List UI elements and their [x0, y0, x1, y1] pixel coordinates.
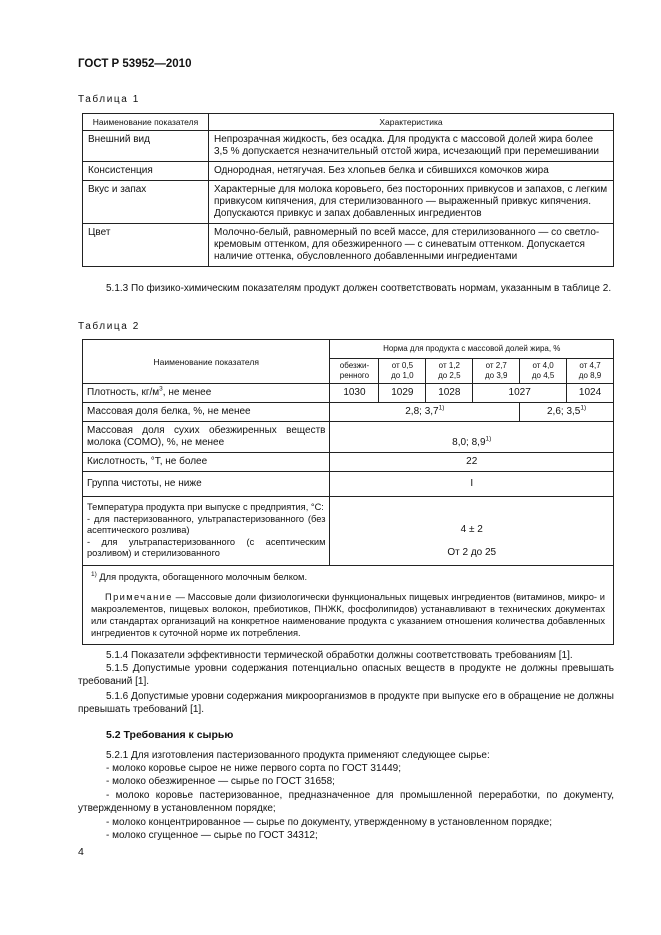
- density-v3: 1028: [426, 384, 473, 403]
- table2-header-norm: Норма для продукта с массовой долей жира, %: [330, 340, 614, 359]
- table-row: [83, 224, 614, 267]
- purity-label: Группа чистоты, не ниже: [83, 472, 330, 497]
- section-5-2-heading: 5.2 Требования к сырью: [106, 729, 234, 741]
- table-row: [83, 453, 614, 472]
- page-number: 4: [78, 846, 84, 858]
- list-item: - молоко сгущенное — сырье по ГОСТ 34312;: [106, 830, 318, 841]
- table2: [82, 339, 614, 645]
- table-row: [83, 384, 614, 403]
- temp-values: 4 ± 2 От 2 до 25: [330, 497, 614, 566]
- paragraph-5-2-1: 5.2.1 Для изготовления пастеризованного продукта применяют следующее сырье:: [106, 750, 490, 761]
- table2-caption: Таблица 2: [78, 321, 140, 332]
- subheader-skimmed: обезжи- ренного: [330, 359, 379, 384]
- somo-label: Массовая доля сухих обезжиренных веществ молока (СОМО), %, не менее: [83, 422, 330, 453]
- row-value: Характерные для молока коровьего, без посторонних привкусов и запахов, с легким привкусом кипячения, для стерилизованного — выраженный привкус кипячения. Допускаются привкус и запах добавленных ингредиентов: [209, 181, 614, 224]
- table-row: [83, 162, 614, 181]
- protein-v2: 2,6; 3,5$^{1)}$: [520, 403, 614, 422]
- table-row: [83, 472, 614, 497]
- table1-header-char: Характеристика: [209, 114, 614, 131]
- subheader-2-7: от 2,7 до 3,9: [473, 359, 520, 384]
- paragraph-5-1-5: 5.1.5 Допустимые уровни содержания потенциально опасных веществ в продукте не должны превышать требований [1].: [78, 663, 614, 687]
- subheader-1-2: от 1,2 до 2,5: [426, 359, 473, 384]
- subheader-4-0: от 4,0 до 4,5: [520, 359, 567, 384]
- density-v5: 1024: [567, 384, 614, 403]
- footnote: $^{1)}$ Для продукта, обогащенного молочным белком.: [91, 570, 308, 582]
- protein-v1: 2,8; 3,7$^{1)}$: [330, 403, 520, 422]
- table-row: [83, 422, 614, 453]
- table2-notes: [83, 565, 614, 644]
- acidity-label: Кислотность, °Т, не более: [83, 453, 330, 472]
- protein-label: Массовая доля белка, %, не менее: [83, 403, 330, 422]
- temp-label: Температура продукта при выпуске с предприятия, °С: - для пастеризованного, ультрапастеризованного (без асептического розлива) - для ультрапастеризованного (с асептическим розливом) и стерилизованного: [83, 497, 330, 566]
- table1-caption: Таблица 1: [78, 94, 140, 105]
- row-name: Вкус и запах: [83, 181, 209, 224]
- table1: [82, 113, 614, 267]
- list-item: - молоко концентрированное — сырье по документу, утвержденному в установленном порядке;: [106, 817, 552, 828]
- list-item: - молоко коровье сырое не ниже первого сорта по ГОСТ 31449;: [106, 763, 401, 774]
- acidity-value: 22: [330, 453, 614, 472]
- table1-header-name: Наименование показателя: [83, 114, 209, 131]
- density-v4: 1027: [473, 384, 567, 403]
- list-item: - молоко обезжиренное — сырье по ГОСТ 31658;: [106, 776, 335, 787]
- table-row: [83, 497, 614, 566]
- density-v2: 1029: [379, 384, 426, 403]
- table2-note: Примечание — Массовые доли физиологически функциональных пищевых ингредиентов (витаминов, микро- и макроэлементов, пищевых волокон, пребиотиков, ПНЖК, фосфолипидов) устанавливают в технических документах или стандартах организаций на конкретное наименование продукта с указанием отношения количества добавленных ингредиентов к суточной норме их потребления.: [91, 591, 605, 638]
- subheader-4-7: от 4,7 до 8,9: [567, 359, 614, 384]
- paragraph-5-1-4: 5.1.4 Показатели эффективности термической обработки должны соответствовать требованиям [1].: [106, 650, 573, 661]
- row-value: Непрозрачная жидкость, без осадка. Для продукта с массовой долей жира более 3,5 % допускается незначительный отстой жира, исчезающий при перемешивании: [209, 131, 614, 162]
- density-label: Плотность, $кг/м^3$, не менее: [83, 384, 330, 403]
- row-value: Молочно-белый, равномерный по всей массе, для стерилизованного — со светло-кремовым оттенком, для обезжиренного — с синеватым оттенком. Допускается наличие оттенка, обусловленного добавленными ингредиентами: [209, 224, 614, 267]
- table2-header-name: Наименование показателя: [83, 340, 330, 384]
- density-v1: 1030: [330, 384, 379, 403]
- table-row: [83, 181, 614, 224]
- paragraph-5-1-3: 5.1.3 По физико-химическим показателям продукт должен соответствовать нормам, указанным в таблице 2.: [106, 283, 612, 294]
- list-item: - молоко коровье пастеризованное, предназначенное для промышленной переработки, по документу, утвержденному в установленном порядке;: [78, 790, 614, 814]
- table-row: [83, 403, 614, 422]
- row-name: Внешний вид: [83, 131, 209, 162]
- table-row: [83, 131, 614, 162]
- purity-value: I: [330, 472, 614, 497]
- row-value: Однородная, нетягучая. Без хлопьев белка и сбившихся комочков жира: [209, 162, 614, 181]
- subheader-0-5: от 0,5 до 1,0: [379, 359, 426, 384]
- somo-value: 8,0; 8,9$^{1)}$: [330, 422, 614, 453]
- row-name: Консистенция: [83, 162, 209, 181]
- row-name: Цвет: [83, 224, 209, 267]
- document-header: ГОСТ Р 53952—2010: [78, 58, 192, 70]
- paragraph-5-1-6: 5.1.6 Допустимые уровни содержания микроорганизмов в продукте при выпуске его в обращение не должны превышать требований [1].: [78, 691, 614, 715]
